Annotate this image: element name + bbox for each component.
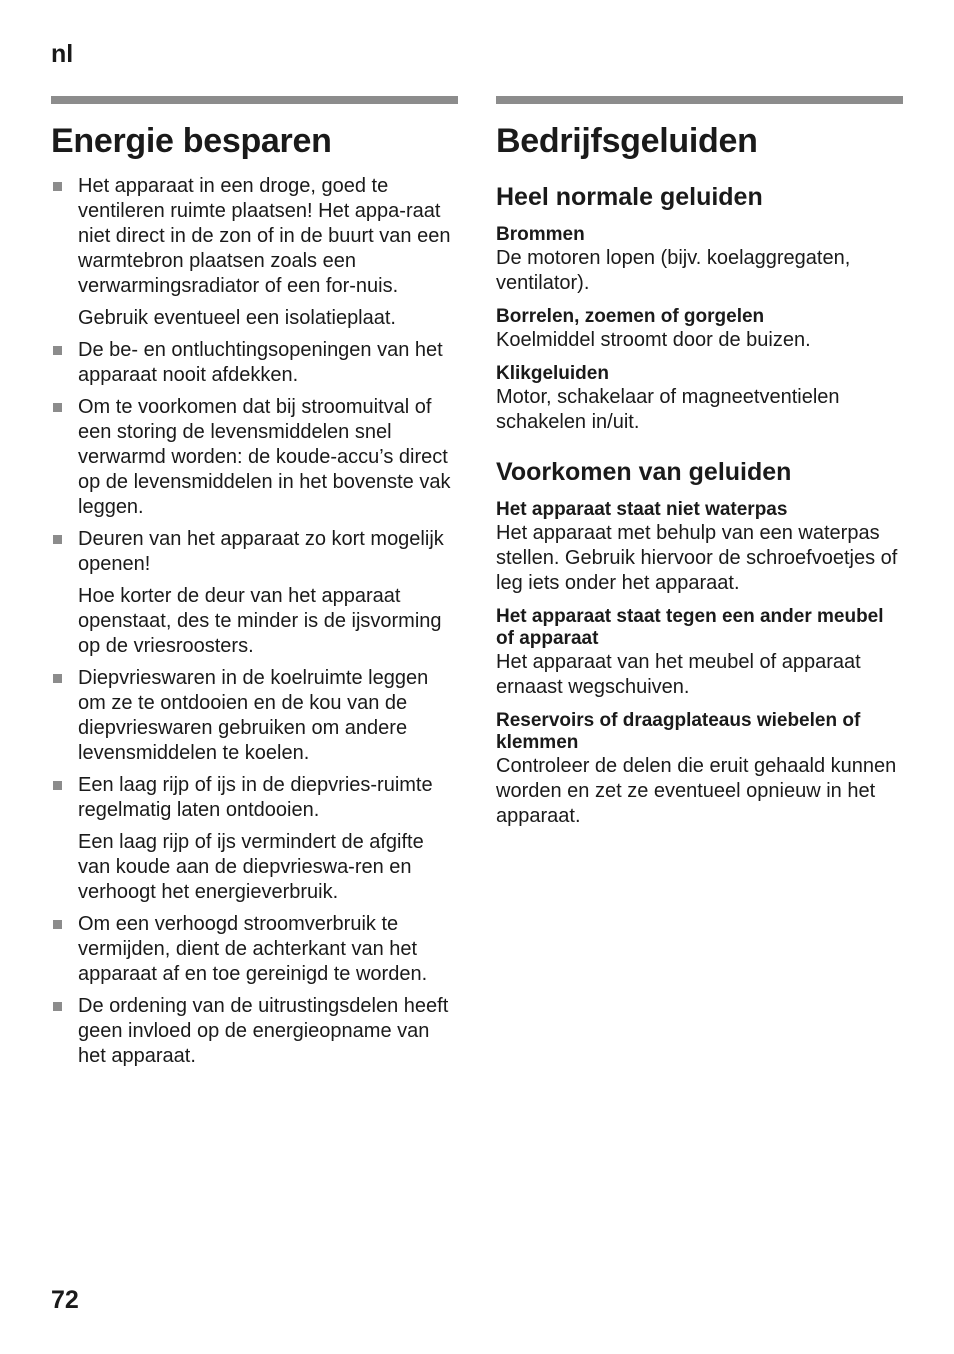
bullet-icon <box>53 781 62 790</box>
noise-item-text: Motor, schakelaar of magneetventielen schakelen in/uit. <box>496 386 840 433</box>
energy-saving-title: Energie besparen <box>51 122 332 160</box>
noise-item-title: Het apparaat staat niet waterpas <box>496 499 788 520</box>
avoiding-noises-heading: Voorkomen van geluiden <box>496 458 792 486</box>
list-item: Diepvrieswaren in de koelruimte leggen om ze te ontdooien en de kou van de diepvrieswaren gebruiken om andere levensmiddelen te koelen. <box>51 666 458 766</box>
section-rule <box>51 96 458 104</box>
noise-item-text: Het apparaat met behulp van een waterpas stellen. Gebruik hiervoor de schroefvoetjes of leg iets onder het apparaat. <box>496 522 898 594</box>
noise-item-title: Brommen <box>496 224 585 245</box>
list-item: Een laag rijp of ijs in de diepvries-ruimte regelmatig laten ontdooien. Een laag rijp of ijs vermindert de afgifte van koude aan de diepvrieswa-ren en verhoogt het energieverbruik. <box>51 773 458 905</box>
bullet-icon <box>53 1002 62 1011</box>
normal-noises-heading: Heel normale geluiden <box>496 183 763 211</box>
page-number: 72 <box>51 1286 79 1314</box>
noise-item-text: Het apparaat van het meubel of apparaat ernaast wegschuiven. <box>496 651 861 698</box>
noise-item <box>496 306 903 353</box>
list-item: Om een verhoogd stroomverbruik te vermijden, dient de achterkant van het apparaat af en toe gereinigd te worden. <box>51 912 458 987</box>
noise-item-text: Koelmiddel stroomt door de buizen. <box>496 329 811 351</box>
list-item: Om te voorkomen dat bij stroomuitval of een storing de levensmiddelen snel verwarmd worden: de koude-accu’s direct op de levensmiddelen in het bovenste vak leggen. <box>51 395 458 520</box>
noise-item-text: De motoren lopen (bijv. koelaggregaten, ventilator). <box>496 247 851 294</box>
list-item: De be- en ontluchtingsopeningen van het apparaat nooit afdekken. <box>51 338 458 388</box>
noise-item-title: Het apparaat staat tegen een ander meubel of apparaat <box>496 606 884 649</box>
bullet-icon <box>53 674 62 683</box>
list-item: De ordening van de uitrustingsdelen heeft geen invloed op de energieopname van het apparaat. <box>51 994 458 1069</box>
noise-item <box>496 224 903 296</box>
noise-item <box>496 499 903 596</box>
bullet-icon <box>53 182 62 191</box>
noise-item-title: Reservoirs of draagplateaus wiebelen of klemmen <box>496 710 861 753</box>
noise-item <box>496 363 903 435</box>
section-rule <box>496 96 903 104</box>
noise-item <box>496 710 903 829</box>
energy-tips-list <box>51 174 458 1069</box>
noise-item <box>496 606 903 700</box>
operating-noises-title: Bedrijfsgeluiden <box>496 122 758 160</box>
noise-item-title: Borrelen, zoemen of gorgelen <box>496 306 765 327</box>
bullet-icon <box>53 346 62 355</box>
list-item: Het apparaat in een droge, goed te ventileren ruimte plaatsen! Het appa-raat niet direct in de zon of in de buurt van een warmtebron plaatsen zoals een verwarmingsradiator of een for-nuis. Gebruik eventueel een isolatieplaat. <box>51 174 458 331</box>
noise-item-title: Klikgeluiden <box>496 363 609 384</box>
list-item: Deuren van het apparaat zo kort mogelijk openen! Hoe korter de deur van het apparaat openstaat, des te minder is de ijsvorming op de vriesroosters. <box>51 527 458 659</box>
bullet-icon <box>53 920 62 929</box>
language-label: nl <box>51 40 74 68</box>
bullet-icon <box>53 403 62 412</box>
noise-item-text: Controleer de delen die eruit gehaald kunnen worden en zet ze eventueel opnieuw in het apparaat. <box>496 755 897 827</box>
bullet-icon <box>53 535 62 544</box>
energy-saving-column <box>51 96 458 1076</box>
operating-noises-column <box>496 96 903 839</box>
